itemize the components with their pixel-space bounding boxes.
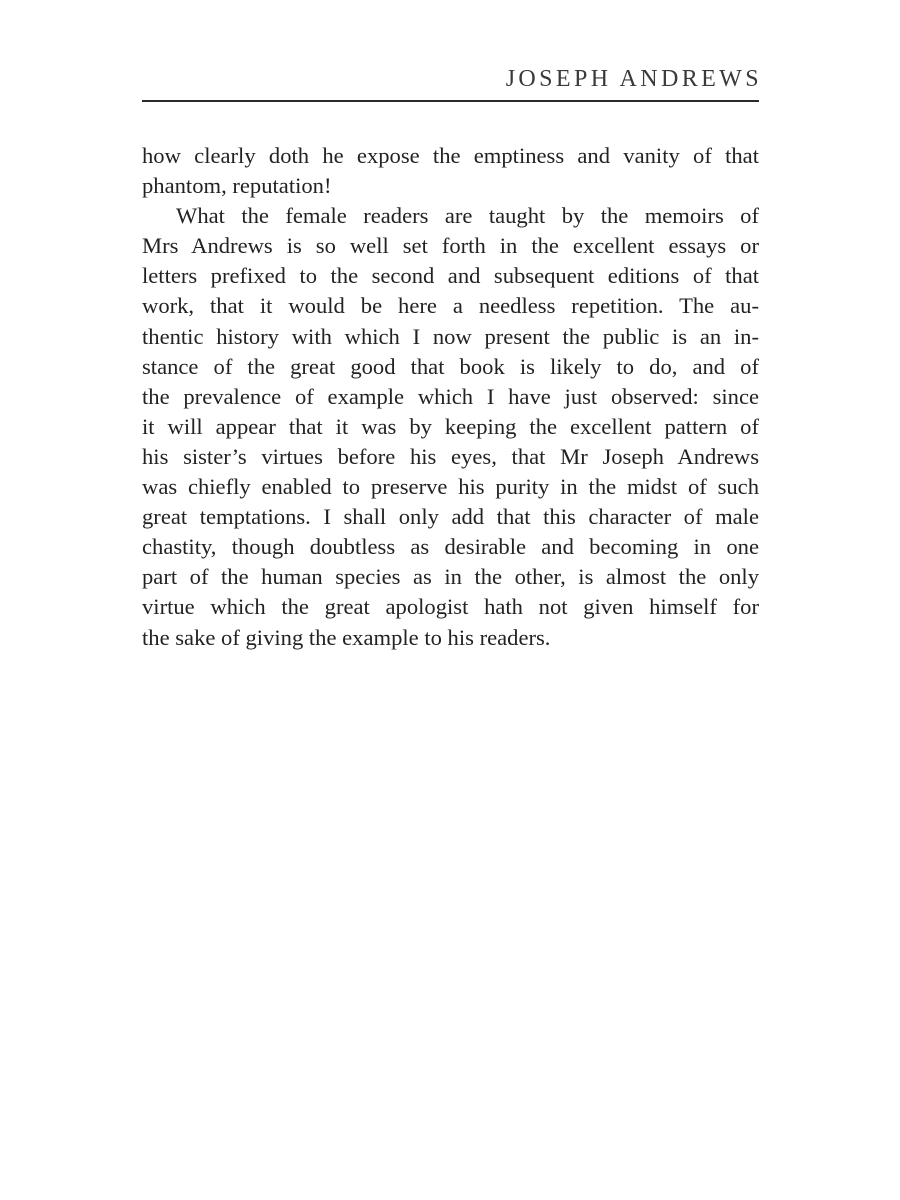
text-line: the prevalence of example which I have just observed: since [142,383,759,409]
header-rule [142,100,759,102]
text-line: the sake of giving the example to his readers. [142,624,551,650]
text-line: virtue which the great apologist hath not given himself for [142,594,759,620]
text-line: how clearly doth he expose the emptiness and vanity of that [142,143,759,168]
text-line: great temptations. I shall only add that this character of male [142,504,759,530]
text-line: part of the human species as in the other, is almost the only [142,564,759,590]
body-text [142,141,759,653]
text-line: was chiefly enabled to preserve his purity in the midst of such [142,474,759,500]
paragraph-continued [142,141,759,201]
text-line: phantom, reputation! [142,173,332,199]
text-line: thentic history with which I now present the public is an in- [142,323,759,349]
running-head-title: JOSEPH ANDREWS [505,66,762,92]
text-line: work, that it would be here a needless repetition. The au- [142,293,759,319]
text-line: his sister’s virtues before his eyes, that Mr Joseph Andrews [142,443,759,469]
paragraph [142,201,759,652]
text-line: What the female readers are taught by the memoirs of [176,203,759,229]
text-line: letters prefixed to the second and subsequent editions of that [142,263,759,289]
text-line: chastity, though doubtless as desirable and becoming in one [142,534,759,560]
text-line: Mrs Andrews is so well set forth in the excellent essays or [142,233,759,259]
text-line: it will appear that it was by keeping the excellent pattern of [142,413,759,439]
text-line: stance of the great good that book is likely to do, and of [142,353,759,379]
